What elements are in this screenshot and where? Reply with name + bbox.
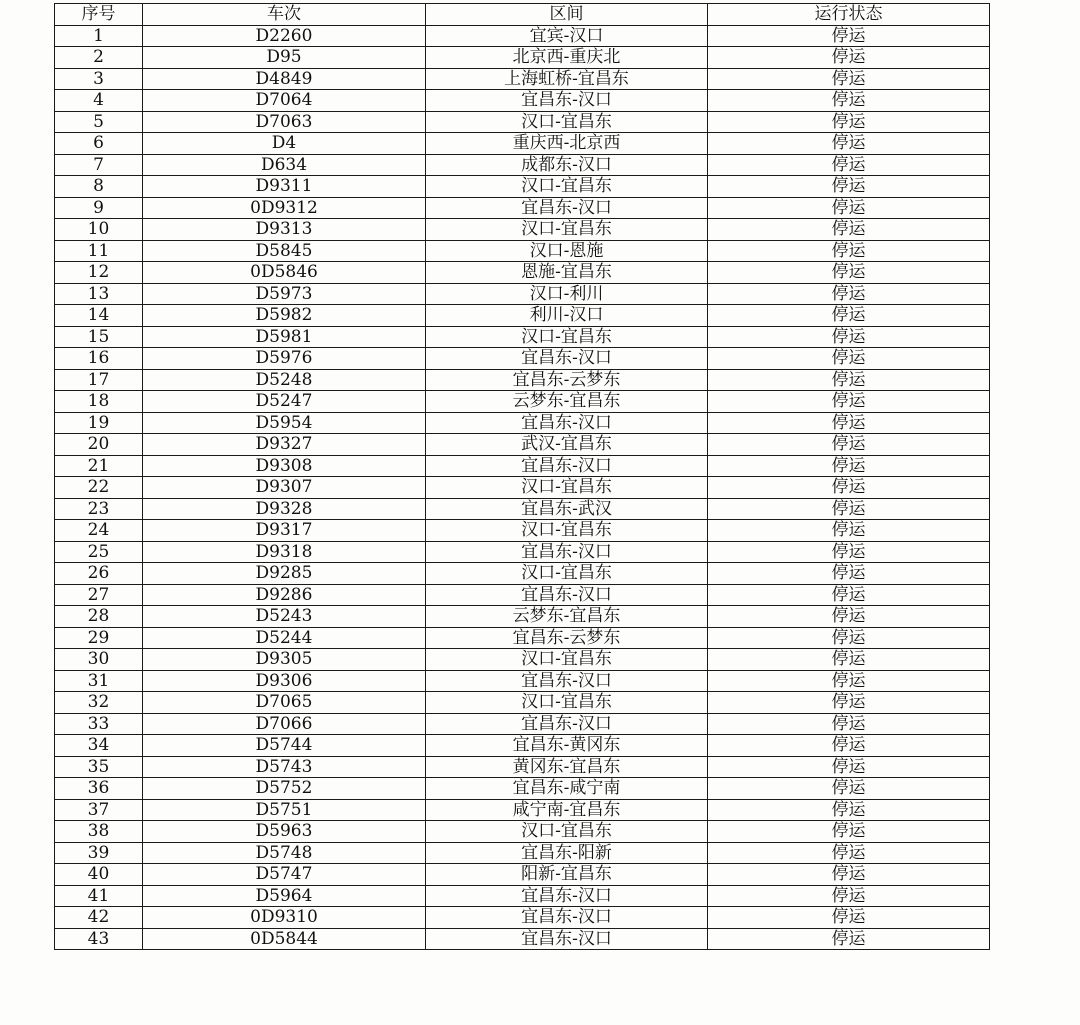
cell-section: 宜昌东-汉口 [426,541,708,563]
cell-section: 汉口-宜昌东 [426,326,708,348]
cell-train-number: D9285 [143,563,426,585]
cell-section: 黄冈东-宜昌东 [426,756,708,778]
cell-train-number: D4849 [143,68,426,90]
cell-status: 停运 [708,477,990,499]
cell-train-number: D9327 [143,434,426,456]
cell-train-number: D9286 [143,584,426,606]
cell-train-number: D5982 [143,305,426,327]
cell-train-number: 0D5844 [143,928,426,950]
cell-train-number: 0D5846 [143,262,426,284]
cell-section: 宜昌东-汉口 [426,348,708,370]
table-row [55,176,990,198]
table-row [55,842,990,864]
cell-status: 停运 [708,434,990,456]
cell-serial-number: 42 [55,907,143,929]
cell-section: 宜昌东-云梦东 [426,627,708,649]
cell-section: 北京西-重庆北 [426,47,708,69]
cell-train-number: D5751 [143,799,426,821]
cell-status: 停运 [708,584,990,606]
cell-train-number: D7063 [143,111,426,133]
cell-status: 停运 [708,240,990,262]
cell-status: 停运 [708,68,990,90]
table-row [55,25,990,47]
cell-section: 汉口-宜昌东 [426,219,708,241]
cell-serial-number: 43 [55,928,143,950]
cell-section: 汉口-宜昌东 [426,111,708,133]
table-row [55,90,990,112]
cell-serial-number: 6 [55,133,143,155]
cell-status: 停运 [708,735,990,757]
cell-train-number: D5744 [143,735,426,757]
cell-serial-number: 33 [55,713,143,735]
cell-train-number: D5748 [143,842,426,864]
table-row [55,412,990,434]
table-row [55,326,990,348]
cell-serial-number: 5 [55,111,143,133]
cell-status: 停运 [708,692,990,714]
cell-section: 汉口-恩施 [426,240,708,262]
table-body [55,25,990,950]
cell-status: 停运 [708,305,990,327]
cell-train-number: D5976 [143,348,426,370]
cell-section: 宜昌东-汉口 [426,90,708,112]
cell-serial-number: 39 [55,842,143,864]
table-row [55,305,990,327]
cell-section: 宜昌东-汉口 [426,907,708,929]
cell-section: 重庆西-北京西 [426,133,708,155]
cell-status: 停运 [708,756,990,778]
cell-serial-number: 10 [55,219,143,241]
cell-status: 停运 [708,326,990,348]
header-operation-status: 运行状态 [708,4,990,26]
cell-section: 汉口-宜昌东 [426,520,708,542]
table-row [55,670,990,692]
table-row [55,799,990,821]
cell-status: 停运 [708,713,990,735]
cell-train-number: D5752 [143,778,426,800]
cell-train-number: D9317 [143,520,426,542]
cell-status: 停运 [708,348,990,370]
cell-serial-number: 13 [55,283,143,305]
cell-train-number: D5243 [143,606,426,628]
cell-serial-number: 22 [55,477,143,499]
table-row [55,541,990,563]
cell-section: 云梦东-宜昌东 [426,606,708,628]
cell-section: 宜昌东-阳新 [426,842,708,864]
cell-serial-number: 15 [55,326,143,348]
cell-section: 利川-汉口 [426,305,708,327]
cell-serial-number: 1 [55,25,143,47]
cell-section: 宜昌东-汉口 [426,670,708,692]
cell-status: 停运 [708,821,990,843]
cell-section: 恩施-宜昌东 [426,262,708,284]
cell-serial-number: 26 [55,563,143,585]
table-header-row [55,4,990,26]
cell-serial-number: 40 [55,864,143,886]
cell-serial-number: 20 [55,434,143,456]
cell-status: 停运 [708,154,990,176]
cell-section: 武汉-宜昌东 [426,434,708,456]
cell-train-number: D9305 [143,649,426,671]
table-row [55,262,990,284]
cell-section: 云梦东-宜昌东 [426,391,708,413]
cell-status: 停运 [708,455,990,477]
cell-serial-number: 23 [55,498,143,520]
cell-serial-number: 14 [55,305,143,327]
cell-serial-number: 28 [55,606,143,628]
cell-status: 停运 [708,133,990,155]
cell-section: 宜昌东-武汉 [426,498,708,520]
cell-train-number: D5747 [143,864,426,886]
table-row [55,498,990,520]
table-row [55,692,990,714]
cell-serial-number: 19 [55,412,143,434]
cell-status: 停运 [708,627,990,649]
cell-serial-number: 41 [55,885,143,907]
table-row [55,864,990,886]
cell-status: 停运 [708,799,990,821]
header-serial-number: 序号 [55,4,143,26]
table-row [55,713,990,735]
cell-section: 阳新-宜昌东 [426,864,708,886]
cell-section: 汉口-利川 [426,283,708,305]
table-row [55,606,990,628]
cell-train-number: D5743 [143,756,426,778]
table-row [55,477,990,499]
cell-section: 汉口-宜昌东 [426,477,708,499]
cell-status: 停运 [708,498,990,520]
cell-serial-number: 32 [55,692,143,714]
cell-section: 咸宁南-宜昌东 [426,799,708,821]
cell-section: 宜昌东-黄冈东 [426,735,708,757]
table-row [55,369,990,391]
cell-status: 停运 [708,47,990,69]
cell-train-number: D9328 [143,498,426,520]
cell-serial-number: 21 [55,455,143,477]
cell-section: 宜昌东-汉口 [426,412,708,434]
cell-status: 停运 [708,283,990,305]
table-row [55,455,990,477]
cell-train-number: D5247 [143,391,426,413]
cell-serial-number: 18 [55,391,143,413]
cell-train-number: D5973 [143,283,426,305]
table-row [55,584,990,606]
cell-serial-number: 30 [55,649,143,671]
cell-status: 停运 [708,842,990,864]
cell-status: 停运 [708,778,990,800]
table-row [55,434,990,456]
cell-serial-number: 29 [55,627,143,649]
cell-train-number: D5963 [143,821,426,843]
cell-status: 停运 [708,25,990,47]
cell-serial-number: 38 [55,821,143,843]
table-row [55,240,990,262]
cell-train-number: D634 [143,154,426,176]
cell-train-number: 0D9310 [143,907,426,929]
cell-train-number: D4 [143,133,426,155]
cell-serial-number: 24 [55,520,143,542]
cell-serial-number: 27 [55,584,143,606]
table-row [55,47,990,69]
table-row [55,133,990,155]
cell-serial-number: 35 [55,756,143,778]
table-row [55,563,990,585]
table-row [55,778,990,800]
table-row [55,928,990,950]
cell-status: 停运 [708,111,990,133]
header-section: 区间 [426,4,708,26]
cell-status: 停运 [708,649,990,671]
cell-serial-number: 17 [55,369,143,391]
cell-serial-number: 16 [55,348,143,370]
cell-status: 停运 [708,176,990,198]
cell-serial-number: 34 [55,735,143,757]
cell-status: 停运 [708,369,990,391]
cell-status: 停运 [708,520,990,542]
cell-train-number: D9308 [143,455,426,477]
cell-serial-number: 11 [55,240,143,262]
cell-train-number: 0D9312 [143,197,426,219]
cell-section: 宜昌东-汉口 [426,197,708,219]
table-row [55,68,990,90]
cell-section: 成都东-汉口 [426,154,708,176]
cell-serial-number: 37 [55,799,143,821]
cell-serial-number: 7 [55,154,143,176]
cell-status: 停运 [708,90,990,112]
table-row [55,197,990,219]
cell-section: 汉口-宜昌东 [426,176,708,198]
table-row [55,520,990,542]
table-row [55,154,990,176]
cell-section: 宜昌东-汉口 [426,713,708,735]
cell-status: 停运 [708,219,990,241]
cell-section: 汉口-宜昌东 [426,821,708,843]
table-row [55,821,990,843]
cell-status: 停运 [708,412,990,434]
cell-status: 停运 [708,670,990,692]
cell-serial-number: 25 [55,541,143,563]
cell-section: 上海虹桥-宜昌东 [426,68,708,90]
cell-serial-number: 3 [55,68,143,90]
cell-status: 停运 [708,391,990,413]
cell-status: 停运 [708,606,990,628]
cell-status: 停运 [708,907,990,929]
table-row [55,391,990,413]
cell-status: 停运 [708,262,990,284]
cell-section: 宜宾-汉口 [426,25,708,47]
table-row [55,756,990,778]
train-suspension-table [54,3,990,950]
cell-serial-number: 12 [55,262,143,284]
cell-train-number: D5964 [143,885,426,907]
table-row [55,111,990,133]
cell-train-number: D9307 [143,477,426,499]
cell-train-number: D5981 [143,326,426,348]
cell-serial-number: 31 [55,670,143,692]
cell-section: 宜昌东-咸宁南 [426,778,708,800]
cell-train-number: D5845 [143,240,426,262]
cell-train-number: D5244 [143,627,426,649]
cell-train-number: D7064 [143,90,426,112]
cell-train-number: D9318 [143,541,426,563]
cell-serial-number: 2 [55,47,143,69]
cell-serial-number: 9 [55,197,143,219]
cell-section: 宜昌东-云梦东 [426,369,708,391]
table-row [55,283,990,305]
cell-train-number: D9313 [143,219,426,241]
cell-train-number: D5248 [143,369,426,391]
cell-train-number: D5954 [143,412,426,434]
cell-status: 停运 [708,541,990,563]
cell-train-number: D7065 [143,692,426,714]
table-row [55,348,990,370]
cell-section: 汉口-宜昌东 [426,649,708,671]
header-train-number: 车次 [143,4,426,26]
cell-section: 汉口-宜昌东 [426,692,708,714]
cell-train-number: D9306 [143,670,426,692]
cell-status: 停运 [708,928,990,950]
cell-train-number: D95 [143,47,426,69]
cell-train-number: D7066 [143,713,426,735]
cell-section: 宜昌东-汉口 [426,885,708,907]
cell-status: 停运 [708,563,990,585]
cell-section: 宜昌东-汉口 [426,455,708,477]
cell-status: 停运 [708,197,990,219]
table-row [55,907,990,929]
cell-section: 汉口-宜昌东 [426,563,708,585]
cell-status: 停运 [708,885,990,907]
cell-status: 停运 [708,864,990,886]
table-row [55,219,990,241]
cell-section: 宜昌东-汉口 [426,928,708,950]
table-row [55,627,990,649]
cell-serial-number: 8 [55,176,143,198]
table-row [55,649,990,671]
cell-section: 宜昌东-汉口 [426,584,708,606]
table-row [55,735,990,757]
cell-serial-number: 36 [55,778,143,800]
cell-train-number: D9311 [143,176,426,198]
cell-train-number: D2260 [143,25,426,47]
table-row [55,885,990,907]
cell-serial-number: 4 [55,90,143,112]
